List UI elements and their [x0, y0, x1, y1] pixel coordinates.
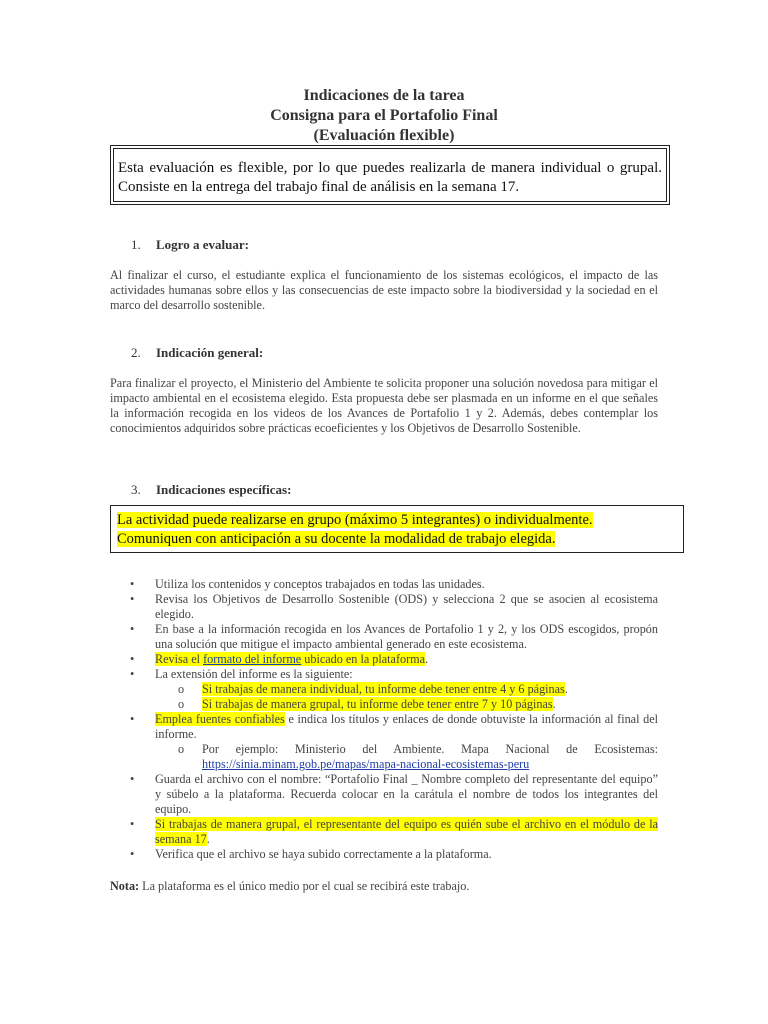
sub-list-item — [130, 697, 658, 712]
section-2-title: Indicación general: — [156, 345, 264, 360]
list-item — [130, 712, 658, 742]
sub-bullet-marker: o — [178, 682, 185, 696]
intro-box — [110, 145, 670, 205]
report-format-pre: Revisa el — [155, 652, 204, 666]
list-item — [130, 622, 658, 652]
specific-instructions-list — [130, 577, 658, 862]
report-format-link[interactable]: formato del informe — [203, 652, 302, 666]
report-format-post: ubicado en la plataforma — [301, 652, 426, 666]
section-1-text: Al finalizar el curso, el estudiante explica el funcionamiento de los sistemas ecológicos, el impacto de las actividades humanas sobre ellos y las consecuencias de este impacto sobre la biodiversidad y la sociedad en el marco del desarrollo sostenible. — [110, 268, 658, 312]
section-2-heading — [131, 345, 263, 361]
bullet-marker: • — [130, 667, 135, 681]
bullet-marker: • — [130, 712, 135, 726]
list-item — [130, 592, 658, 622]
list-item — [130, 817, 658, 847]
note — [110, 879, 469, 894]
list-item — [130, 667, 658, 682]
intro-box-text: Esta evaluación es flexible, por lo que puedes realizarla de manera individual o grupal. Consiste en la entrega del trabajo final de análisis en la semana 17. — [113, 148, 667, 202]
section-3-title: Indicaciones específicas: — [156, 482, 292, 497]
period: . — [564, 682, 568, 696]
bullet-marker: • — [130, 592, 135, 606]
reliable-sources-highlight: Emplea fuentes confiables — [155, 712, 285, 726]
sub-list-item — [130, 742, 658, 772]
title-line-3: (Evaluación flexible) — [313, 127, 455, 144]
list-item-text: Guarda el archivo con el nombre: “Portafolio Final _ Nombre completo del representante del equipo” y súbelo a la plataforma. Recuerda colocar en la carátula el nombre de todos los integrantes del equipo. — [155, 772, 658, 816]
list-item — [130, 847, 658, 862]
note-text: La plataforma es el único medio por el cual se recibirá este trabajo. — [139, 879, 470, 893]
sub-list-item — [130, 682, 658, 697]
list-item-text: Revisa los Objetivos de Desarrollo Sostenible (ODS) y selecciona 2 que se asocien al ecosistema elegido. — [155, 592, 658, 621]
bullet-marker: • — [130, 847, 135, 861]
example-text: Por ejemplo: Ministerio del Ambiente. Mapa Nacional de Ecosistemas: — [202, 742, 658, 756]
list-item — [130, 652, 658, 667]
section-1-heading — [131, 237, 249, 253]
section-1-title: Logro a evaluar: — [156, 237, 249, 252]
period: . — [552, 697, 556, 711]
list-item-text: Utiliza los contenidos y conceptos trabajados en todas las unidades. — [155, 577, 485, 591]
section-3-number: 3. — [131, 482, 141, 497]
section-2-text: Para finalizar el proyecto, el Ministerio del Ambiente te solicita proponer una solución novedosa para mitigar el impacto ambiental en el ecosistema elegido. Esta propuesta debe ser plasmada en un informe en el que señales la información recogida en los videos de los Avances de Portafolio 1 y 2. Además, debes contemplar los conocimientos adquiridos sobre prácticas ecoeficientes y los Objetivos de Desarrollo Sostenible. — [110, 376, 658, 435]
bullet-marker: • — [130, 817, 135, 831]
list-item — [130, 772, 658, 817]
title-line-2: Consigna para el Portafolio Final — [270, 107, 498, 124]
list-item — [130, 577, 658, 592]
reliable-sources-text: e indica los títulos y enlaces de donde obtuviste la información al final del informe. — [155, 712, 658, 741]
list-item-text: La extensión del informe es la siguiente: — [155, 667, 353, 681]
bullet-marker: • — [130, 772, 135, 786]
group-mode-box — [110, 505, 684, 553]
report-format-highlight — [155, 652, 425, 666]
individual-length-text: Si trabajas de manera individual, tu informe debe tener entre 4 y 6 páginas — [202, 682, 565, 696]
section-2-number: 2. — [131, 345, 141, 360]
bullet-marker: • — [130, 622, 135, 636]
bullet-marker: • — [130, 652, 135, 666]
group-length-text: Si trabajas de manera grupal, tu informe debe tener entre 7 y 10 páginas — [202, 697, 553, 711]
note-label: Nota: — [110, 879, 140, 893]
document-title — [0, 86, 768, 146]
report-format-end: . — [425, 652, 429, 666]
group-mode-line-1: La actividad puede realizarse en grupo (máximo 5 integrantes) o individualmente. — [117, 512, 593, 528]
group-upload-text: Si trabajas de manera grupal, el representante del equipo es quién sube el archivo en el módulo de la semana 17 — [155, 817, 658, 846]
sub-bullet-marker: o — [178, 742, 185, 756]
section-3-heading — [131, 482, 291, 498]
section-1-number: 1. — [131, 237, 141, 252]
group-mode-line-2: Comuniquen con anticipación a su docente la modalidad de trabajo elegida. — [117, 531, 556, 547]
list-item-text: En base a la información recogida en los Avances de Portafolio 1 y 2, y los ODS escogidos, propón una solución que mitigue el impacto ambiental generado en este ecosistema. — [155, 622, 658, 651]
sub-bullet-marker: o — [178, 697, 185, 711]
list-item-text: Verifica que el archivo se haya subido correctamente a la plataforma. — [155, 847, 492, 861]
ecosystem-map-link[interactable]: https://sinia.minam.gob.pe/mapas/mapa-nacional-ecosistemas-peru — [202, 757, 530, 771]
title-line-1: Indicaciones de la tarea — [303, 87, 465, 104]
bullet-marker: • — [130, 577, 135, 591]
period: . — [206, 832, 210, 846]
